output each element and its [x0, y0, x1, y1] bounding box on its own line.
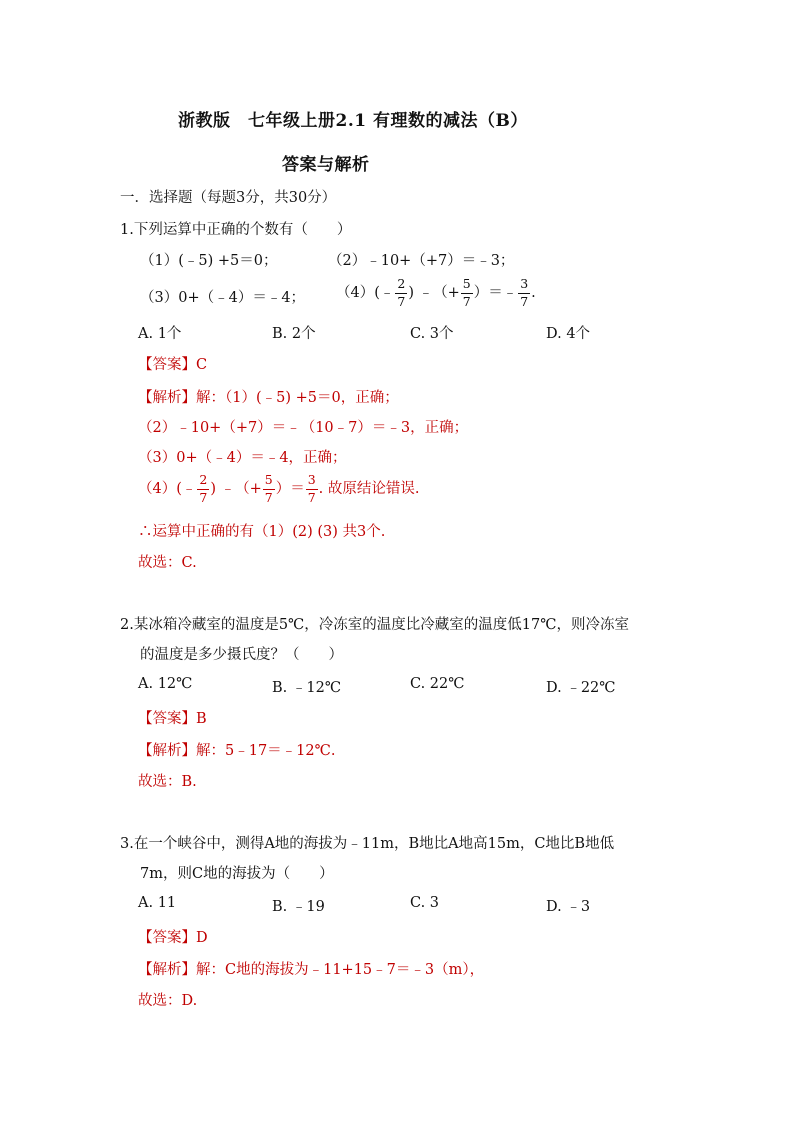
- q2-option-c: C. 22℃: [410, 676, 465, 692]
- q2-stem-line1: 2.某冰箱冷藏室的温度是5℃，冷冻室的温度比冷藏室的温度低17℃，则冷冻室: [120, 617, 629, 633]
- q3-option-b: B. ﹣19: [272, 899, 325, 915]
- q1-analysis-line3: （3）0+（﹣4）＝﹣4，正确；: [138, 450, 347, 466]
- q2-stem-line2: 的温度是多少摄氏度？（ ）: [140, 647, 343, 663]
- fraction: $\frac{5}{7}$: [462, 276, 471, 309]
- q1-option-b: B. 2个: [272, 326, 316, 342]
- q1-option-a: A. 1个: [138, 326, 182, 342]
- q1-item2: （2）﹣10+（+7）＝﹣3；: [328, 253, 515, 269]
- q3-option-d: D. ﹣3: [546, 899, 591, 915]
- q1-analysis-line2: （2）﹣10+（+7）＝﹣（10﹣7）＝﹣3，正确；: [138, 420, 469, 436]
- q2-answer: 【答案】B: [138, 711, 207, 727]
- q1-answer: 【答案】C: [138, 357, 208, 373]
- q1-analysis-line4: （4）(﹣ $\frac{2}{7}$ ) ﹣（+ $\frac{5}{7}$ ）＝ $\frac{3}{7}$ . 故原结论错误.: [138, 472, 420, 505]
- document-title: 浙教版 七年级上册2.1 有理数的减法（B）: [178, 111, 528, 131]
- fraction: $\frac{3}{7}$: [520, 276, 529, 309]
- q1-item3: （3）0+（﹣4）＝﹣4；: [140, 290, 306, 306]
- q3-option-c: C. 3: [410, 895, 440, 911]
- q2-analysis: 【解析】解：5﹣17＝﹣12℃.: [138, 743, 336, 759]
- q2-option-b: B. ﹣12℃: [272, 680, 342, 696]
- q1-item4: （4）(﹣ $\frac{2}{7}$ ) ﹣（+ $\frac{5}{7}$ ）＝﹣ $\frac{3}{7}$ .: [336, 276, 536, 309]
- q1-stem: 1.下列运算中正确的个数有（ ）: [120, 222, 352, 238]
- q1-conclusion: ∴运算中正确的有（1）(2) (3) 共3个.: [138, 524, 386, 540]
- q1-item1: （1）(﹣5) +5＝0；: [140, 253, 278, 269]
- q1-option-c: C. 3个: [410, 326, 454, 342]
- q3-option-a: A. 11: [138, 895, 177, 911]
- q3-analysis: 【解析】解：C地的海拔为﹣11+15﹣7＝﹣3（m），: [138, 962, 485, 978]
- document-subtitle: 答案与解析: [282, 155, 370, 175]
- q2-choose: 故选：B.: [138, 774, 197, 790]
- section-heading: 一．选择题（每题3分，共30分）: [120, 190, 337, 206]
- q1-analysis-line1: 【解析】解：（1）(﹣5) +5＝0，正确；: [138, 390, 399, 406]
- fraction: $\frac{2}{7}$: [397, 276, 406, 309]
- q1-option-d: D. 4个: [546, 326, 591, 342]
- q2-option-a: A. 12℃: [138, 676, 193, 692]
- q3-stem-line1: 3.在一个峡谷中，测得A地的海拔为﹣11m，B地比A地高15m，C地比B地低: [120, 836, 615, 852]
- q3-answer: 【答案】D: [138, 930, 208, 946]
- q3-choose: 故选：D.: [138, 993, 198, 1009]
- q2-option-d: D. ﹣22℃: [546, 680, 616, 696]
- q1-choose: 故选：C.: [138, 555, 197, 571]
- q3-stem-line2: 7m，则C地的海拔为（ ）: [140, 866, 334, 882]
